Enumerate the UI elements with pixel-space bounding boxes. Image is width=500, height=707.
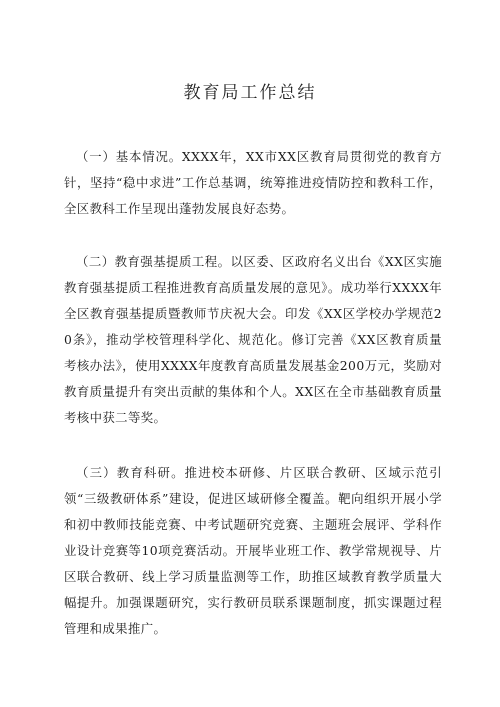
paragraph-basic-situation: （一）基本情况。XXXX年，XX市XX区教育局贯彻党的教育方针，坚持“稳中求进”工作总基调，统筹推进疫情防控和教科工作，全区教科工作呈现出蓬勃发展良好态势。: [64, 149, 442, 216]
paragraph-quality-project: （二）教育强基提质工程。以区委、区政府名义出台《XX区实施教育强基提质工程推进教育高质量发展的意见》。成功举行XXXX年全区教育强基提质暨教师节庆祝大会。印发《XX区学校办学规范20条》，推动学校管理科学化、规范化。修订完善《XX区教育质量考核办法》，使用XXXX年度教育高质量发展基金200万元，奖励对教育质量提升有突出贡献的集体和个人。XX区在全市基础教育质量考核中获二等奖。: [64, 254, 442, 425]
document-title: 教育局工作总结: [183, 83, 317, 103]
paragraph-education-research: （三）教育科研。推进校本研修、片区联合教研、区域示范引领“三级教研体系”建设，促进区域研修全覆盖。靶向组织开展小学和初中教师技能竞赛、中考试题研究竞赛、主题班会展评、学科作业设计竞赛等10项竞赛活动。开展毕业班工作、教学常规视导、片区联合教研、线上学习质量监测等工作，助推区域教育教学质量大幅提升。加强课题研究，实行教研员联系课题制度，抓实课题过程管理和成果推广。: [64, 465, 442, 636]
